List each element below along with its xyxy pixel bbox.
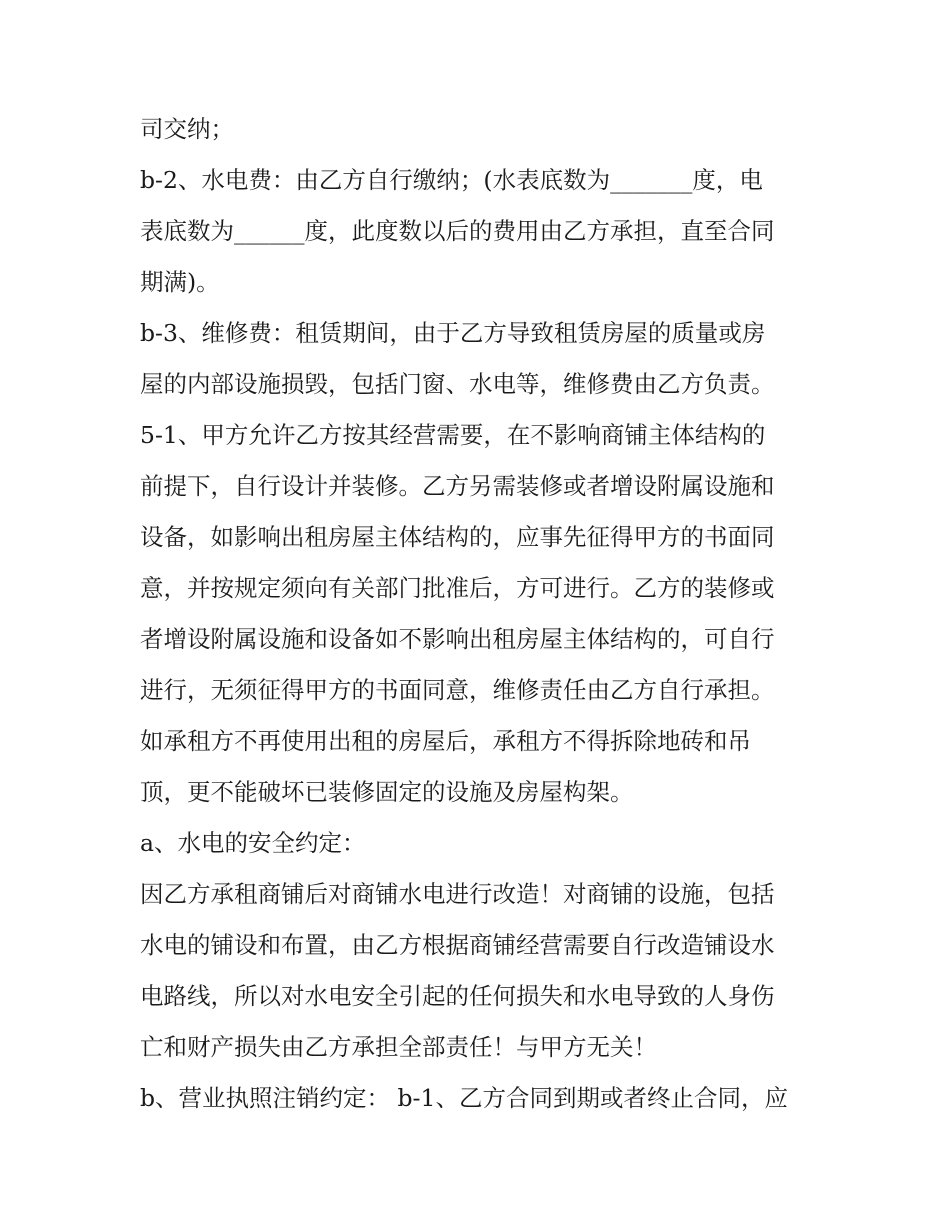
text-line: 如承租方不再使用出租的房屋后，承租方不得拆除地砖和吊: [140, 727, 751, 755]
text-line: b-3、维修费：租赁期间，由于乙方导致租赁房屋的质量或房: [140, 319, 766, 347]
text-line: 前提下，自行设计并装修。乙方另需装修或者增设附属设施和: [140, 472, 775, 500]
text-line: 5-1、甲方允许乙方按其经营需要，在不影响商铺主体结构的: [140, 421, 766, 449]
text-line: a、水电的安全约定：: [140, 829, 366, 857]
text-line: 者增设附属设施和设备如不影响出租房屋主体结构的，可自行: [140, 625, 775, 653]
text-line: 进行，无须征得甲方的书面同意，维修责任由乙方自行承担。: [140, 676, 775, 704]
text-line: 司交纳；: [140, 115, 234, 143]
text-line: 期满)。: [140, 268, 220, 296]
text-line: 亡和财产损失由乙方承担全部责任！与甲方无关！: [140, 1033, 657, 1061]
text-line: b-2、水电费：由乙方自行缴纳；(水表底数为_______度，电: [140, 166, 763, 194]
text-line: b、营业执照注销约定： b-1、乙方合同到期或者终止合同，应: [140, 1084, 788, 1112]
text-line: 屋的内部设施损毁，包括门窗、水电等，维修费由乙方负责。: [140, 370, 775, 398]
text-line: 因乙方承租商铺后对商铺水电进行改造！对商铺的设施，包括: [140, 880, 775, 908]
text-line: 设备，如影响出租房屋主体结构的，应事先征得甲方的书面同: [140, 523, 775, 551]
text-line: 水电的铺设和布置，由乙方根据商铺经营需要自行改造铺设水: [140, 931, 775, 959]
text-line: 表底数为______度，此度数以后的费用由乙方承担，直至合同: [140, 217, 775, 245]
text-line: 电路线，所以对水电安全引起的任何损失和水电导致的人身伤: [140, 982, 775, 1010]
document-body: [140, 104, 820, 1124]
text-line: 顶，更不能破坏已装修固定的设施及房屋构架。: [140, 778, 634, 806]
text-line: 意，并按规定须向有关部门批准后，方可进行。乙方的装修或: [140, 574, 775, 602]
